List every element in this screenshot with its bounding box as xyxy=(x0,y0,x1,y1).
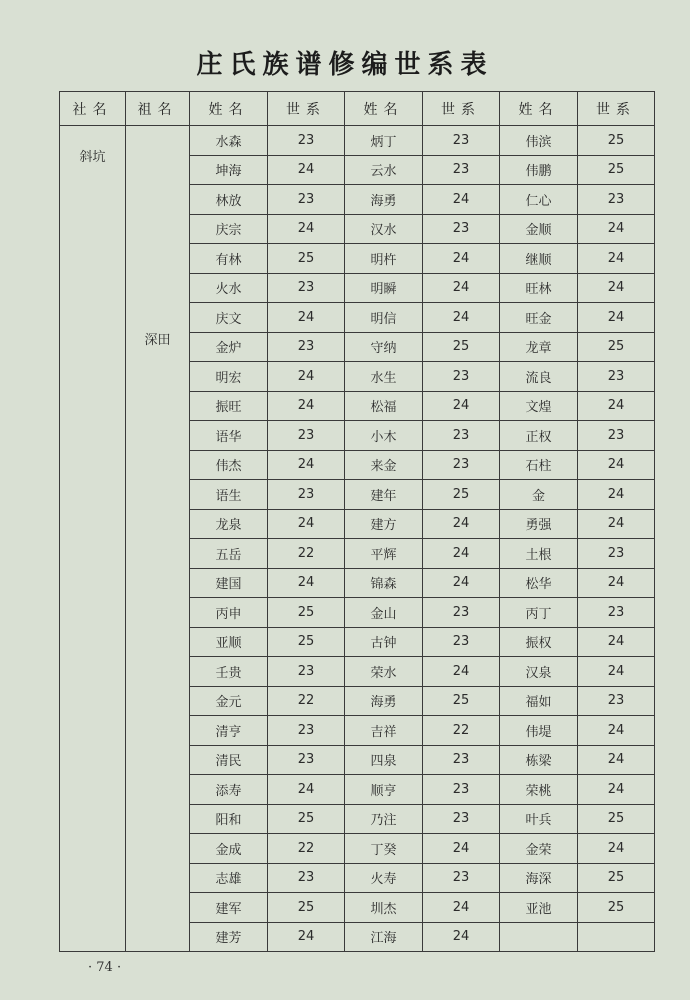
generation-cell-3: 24 xyxy=(578,657,655,687)
name-cell-2: 小木 xyxy=(345,421,423,451)
name-cell-1: 建芳 xyxy=(190,922,268,952)
name-cell-3: 荣桃 xyxy=(500,775,578,805)
generation-cell-2: 22 xyxy=(423,716,500,746)
generation-cell-3: 23 xyxy=(578,362,655,392)
generation-cell-2: 23 xyxy=(423,126,500,156)
generation-cell-2: 24 xyxy=(423,922,500,952)
name-cell-2: 吉祥 xyxy=(345,716,423,746)
generation-cell-3: 24 xyxy=(578,391,655,421)
name-cell-3: 金 xyxy=(500,480,578,510)
page-title: 庄氏族谱修编世系表 xyxy=(196,50,494,80)
generation-cell-2: 24 xyxy=(423,657,500,687)
generation-cell-3: 25 xyxy=(578,126,655,156)
generation-cell-1: 22 xyxy=(268,539,345,569)
generation-cell-2: 23 xyxy=(423,155,500,185)
name-cell-2: 建方 xyxy=(345,509,423,539)
name-cell-2: 圳杰 xyxy=(345,893,423,923)
name-cell-2: 古钟 xyxy=(345,627,423,657)
name-cell-1: 伟杰 xyxy=(190,450,268,480)
generation-cell-1: 24 xyxy=(268,568,345,598)
generation-cell-1: 24 xyxy=(268,214,345,244)
name-cell-1: 金炉 xyxy=(190,332,268,362)
name-cell-2: 汉水 xyxy=(345,214,423,244)
name-cell-3 xyxy=(500,922,578,952)
generation-cell-3: 24 xyxy=(578,745,655,775)
generation-cell-3: 25 xyxy=(578,804,655,834)
header-name-2: 姓名 xyxy=(345,92,423,126)
generation-cell-2: 24 xyxy=(423,834,500,864)
name-cell-2: 顺亨 xyxy=(345,775,423,805)
generation-cell-2: 23 xyxy=(423,214,500,244)
generation-cell-2: 24 xyxy=(423,391,500,421)
generation-cell-1: 22 xyxy=(268,686,345,716)
generation-cell-1: 24 xyxy=(268,362,345,392)
header-generation-2: 世系 xyxy=(423,92,500,126)
generation-cell-2: 23 xyxy=(423,421,500,451)
name-cell-2: 守纳 xyxy=(345,332,423,362)
generation-cell-2: 25 xyxy=(423,480,500,510)
generation-cell-2: 24 xyxy=(423,539,500,569)
generation-cell-1: 24 xyxy=(268,922,345,952)
name-cell-1: 语华 xyxy=(190,421,268,451)
generation-cell-3: 24 xyxy=(578,303,655,333)
name-cell-2: 炳丁 xyxy=(345,126,423,156)
name-cell-2: 海勇 xyxy=(345,185,423,215)
generation-cell-3: 24 xyxy=(578,627,655,657)
name-cell-1: 添寿 xyxy=(190,775,268,805)
header-name-3: 姓名 xyxy=(500,92,578,126)
name-cell-3: 金荣 xyxy=(500,834,578,864)
name-cell-2: 火寿 xyxy=(345,863,423,893)
name-cell-3: 海深 xyxy=(500,863,578,893)
name-cell-3: 叶兵 xyxy=(500,804,578,834)
name-cell-2: 荣水 xyxy=(345,657,423,687)
generation-cell-3: 24 xyxy=(578,775,655,805)
generation-cell-3: 24 xyxy=(578,568,655,598)
generation-cell-3: 24 xyxy=(578,716,655,746)
table-row xyxy=(60,126,655,156)
header-name-1: 姓名 xyxy=(190,92,268,126)
generation-cell-2: 25 xyxy=(423,332,500,362)
name-cell-2: 明信 xyxy=(345,303,423,333)
name-cell-1: 清民 xyxy=(190,745,268,775)
generation-cell-1: 24 xyxy=(268,155,345,185)
generation-cell-1: 24 xyxy=(268,450,345,480)
name-cell-3: 金顺 xyxy=(500,214,578,244)
name-cell-1: 语生 xyxy=(190,480,268,510)
generation-cell-1: 24 xyxy=(268,509,345,539)
generation-cell-3: 23 xyxy=(578,185,655,215)
header-she-name: 社名 xyxy=(60,92,126,126)
generation-cell-1: 23 xyxy=(268,273,345,303)
generation-cell-3: 23 xyxy=(578,421,655,451)
generation-cell-1: 24 xyxy=(268,391,345,421)
name-cell-1: 壬贵 xyxy=(190,657,268,687)
name-cell-2: 明瞬 xyxy=(345,273,423,303)
name-cell-3: 亚池 xyxy=(500,893,578,923)
generation-cell-1: 24 xyxy=(268,775,345,805)
generation-cell-2: 23 xyxy=(423,804,500,834)
name-cell-1: 庆宗 xyxy=(190,214,268,244)
name-cell-1: 建军 xyxy=(190,893,268,923)
name-cell-3: 继顺 xyxy=(500,244,578,274)
name-cell-1: 水森 xyxy=(190,126,268,156)
name-cell-3: 伟鹏 xyxy=(500,155,578,185)
genealogy-table-container xyxy=(59,91,654,952)
name-cell-3: 松华 xyxy=(500,568,578,598)
name-cell-1: 金成 xyxy=(190,834,268,864)
generation-cell-3 xyxy=(578,922,655,952)
name-cell-3: 福如 xyxy=(500,686,578,716)
generation-cell-1: 23 xyxy=(268,716,345,746)
name-cell-2: 金山 xyxy=(345,598,423,628)
name-cell-1: 龙泉 xyxy=(190,509,268,539)
name-cell-2: 松福 xyxy=(345,391,423,421)
generation-cell-1: 25 xyxy=(268,893,345,923)
name-cell-1: 建国 xyxy=(190,568,268,598)
name-cell-2: 乃注 xyxy=(345,804,423,834)
name-cell-3: 仁心 xyxy=(500,185,578,215)
name-cell-1: 有林 xyxy=(190,244,268,274)
generation-cell-1: 25 xyxy=(268,627,345,657)
generation-cell-1: 25 xyxy=(268,244,345,274)
generation-cell-2: 23 xyxy=(423,627,500,657)
generation-cell-2: 24 xyxy=(423,244,500,274)
header-generation-3: 世系 xyxy=(578,92,655,126)
name-cell-3: 旺金 xyxy=(500,303,578,333)
name-cell-2: 丁癸 xyxy=(345,834,423,864)
header-generation-1: 世系 xyxy=(268,92,345,126)
name-cell-2: 四泉 xyxy=(345,745,423,775)
generation-cell-1: 23 xyxy=(268,745,345,775)
generation-cell-2: 23 xyxy=(423,598,500,628)
name-cell-1: 振旺 xyxy=(190,391,268,421)
name-cell-1: 明宏 xyxy=(190,362,268,392)
generation-cell-1: 23 xyxy=(268,657,345,687)
generation-cell-1: 25 xyxy=(268,598,345,628)
generation-cell-3: 25 xyxy=(578,332,655,362)
name-cell-3: 勇强 xyxy=(500,509,578,539)
generation-cell-3: 24 xyxy=(578,450,655,480)
name-cell-1: 丙申 xyxy=(190,598,268,628)
name-cell-2: 水生 xyxy=(345,362,423,392)
generation-cell-3: 23 xyxy=(578,686,655,716)
name-cell-2: 来金 xyxy=(345,450,423,480)
name-cell-1: 志雄 xyxy=(190,863,268,893)
name-cell-3: 石柱 xyxy=(500,450,578,480)
generation-cell-1: 22 xyxy=(268,834,345,864)
generation-cell-2: 23 xyxy=(423,362,500,392)
generation-cell-2: 23 xyxy=(423,745,500,775)
name-cell-1: 阳和 xyxy=(190,804,268,834)
generation-cell-1: 23 xyxy=(268,480,345,510)
generation-cell-3: 25 xyxy=(578,155,655,185)
generation-cell-3: 24 xyxy=(578,214,655,244)
name-cell-3: 旺林 xyxy=(500,273,578,303)
table-body xyxy=(60,126,655,952)
generation-cell-3: 24 xyxy=(578,273,655,303)
name-cell-3: 文煌 xyxy=(500,391,578,421)
generation-cell-3: 23 xyxy=(578,598,655,628)
generation-cell-3: 23 xyxy=(578,539,655,569)
name-cell-3: 丙丁 xyxy=(500,598,578,628)
name-cell-1: 庆文 xyxy=(190,303,268,333)
generation-cell-2: 24 xyxy=(423,185,500,215)
header-zu-name: 祖名 xyxy=(126,92,190,126)
zu-name-label: 深田 xyxy=(144,333,171,348)
generation-cell-1: 23 xyxy=(268,126,345,156)
generation-cell-3: 24 xyxy=(578,480,655,510)
name-cell-1: 亚顺 xyxy=(190,627,268,657)
name-cell-2: 平辉 xyxy=(345,539,423,569)
she-name-cell: 斜坑 xyxy=(60,126,126,952)
name-cell-3: 栋梁 xyxy=(500,745,578,775)
name-cell-1: 五岳 xyxy=(190,539,268,569)
name-cell-2: 明杵 xyxy=(345,244,423,274)
genealogy-table xyxy=(59,91,655,952)
generation-cell-1: 23 xyxy=(268,185,345,215)
name-cell-1: 火水 xyxy=(190,273,268,303)
generation-cell-2: 23 xyxy=(423,450,500,480)
name-cell-2: 云水 xyxy=(345,155,423,185)
name-cell-3: 伟堤 xyxy=(500,716,578,746)
zu-name-cell xyxy=(126,126,190,952)
name-cell-3: 伟滨 xyxy=(500,126,578,156)
generation-cell-3: 24 xyxy=(578,244,655,274)
name-cell-2: 锦森 xyxy=(345,568,423,598)
generation-cell-3: 24 xyxy=(578,509,655,539)
name-cell-2: 江海 xyxy=(345,922,423,952)
generation-cell-1: 24 xyxy=(268,303,345,333)
name-cell-3: 龙章 xyxy=(500,332,578,362)
name-cell-3: 汉泉 xyxy=(500,657,578,687)
generation-cell-2: 24 xyxy=(423,303,500,333)
name-cell-2: 建年 xyxy=(345,480,423,510)
generation-cell-1: 23 xyxy=(268,421,345,451)
name-cell-3: 振权 xyxy=(500,627,578,657)
name-cell-1: 金元 xyxy=(190,686,268,716)
name-cell-3: 正权 xyxy=(500,421,578,451)
generation-cell-2: 25 xyxy=(423,686,500,716)
name-cell-2: 海勇 xyxy=(345,686,423,716)
generation-cell-2: 24 xyxy=(423,273,500,303)
generation-cell-2: 23 xyxy=(423,775,500,805)
name-cell-1: 坤海 xyxy=(190,155,268,185)
page-number: · 74 · xyxy=(88,960,122,975)
generation-cell-2: 23 xyxy=(423,863,500,893)
name-cell-3: 土根 xyxy=(500,539,578,569)
generation-cell-2: 24 xyxy=(423,568,500,598)
generation-cell-3: 25 xyxy=(578,893,655,923)
name-cell-1: 林放 xyxy=(190,185,268,215)
generation-cell-1: 23 xyxy=(268,332,345,362)
name-cell-1: 清亨 xyxy=(190,716,268,746)
name-cell-3: 流良 xyxy=(500,362,578,392)
generation-cell-3: 24 xyxy=(578,834,655,864)
generation-cell-2: 24 xyxy=(423,509,500,539)
generation-cell-2: 24 xyxy=(423,893,500,923)
generation-cell-1: 25 xyxy=(268,804,345,834)
generation-cell-3: 25 xyxy=(578,863,655,893)
table-header-row xyxy=(60,92,655,126)
generation-cell-1: 23 xyxy=(268,863,345,893)
